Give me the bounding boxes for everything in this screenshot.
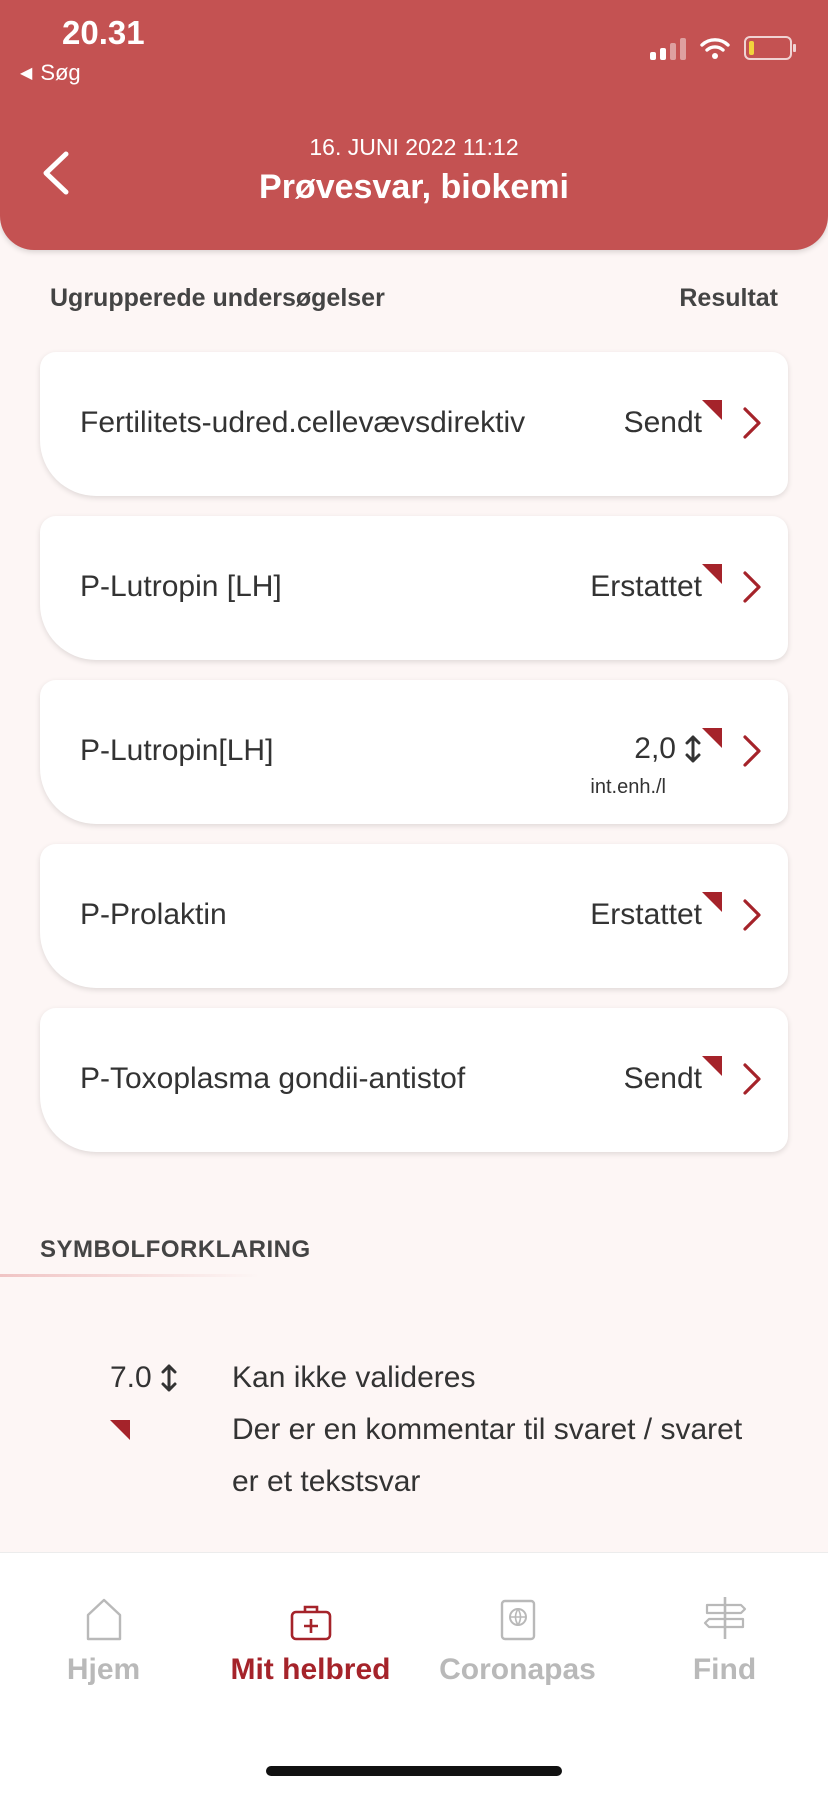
tab-label: Find	[692, 1653, 757, 1686]
comment-flag-icon	[702, 728, 722, 748]
passport-icon	[500, 1599, 536, 1641]
chevron-right-icon	[742, 406, 762, 440]
home-indicator[interactable]	[266, 1766, 562, 1776]
signpost-icon	[703, 1595, 747, 1641]
chevron-right-icon	[742, 898, 762, 932]
legend-title: SYMBOLFORKLARING	[40, 1236, 311, 1263]
test-name: Fertilitets-udred.cellevævsdirektiv	[80, 406, 526, 439]
test-name: P-Lutropin [LH]	[80, 570, 282, 603]
test-result: Erstattet	[590, 570, 702, 603]
results-list	[40, 352, 788, 1172]
legend-symbol	[110, 1404, 232, 1456]
bottom-tab-bar	[0, 1552, 828, 1793]
test-name: P-Toxoplasma gondii-antistof	[80, 1062, 466, 1095]
test-name: P-Lutropin[LH]	[80, 734, 274, 767]
comment-flag-icon	[702, 1056, 722, 1076]
test-result: Sendt	[623, 406, 702, 439]
comment-flag-icon	[702, 564, 722, 584]
test-result-value	[634, 732, 702, 766]
column-heading-tests: Ugrupperede undersøgelser	[50, 284, 385, 312]
comment-flag-icon	[110, 1420, 130, 1440]
status-icons	[650, 36, 792, 60]
comment-flag-icon	[702, 400, 722, 420]
status-time: 20.31	[62, 14, 145, 51]
result-row[interactable]	[40, 680, 788, 824]
test-result: Erstattet	[590, 898, 702, 931]
cannot-validate-arrows-icon	[160, 1363, 178, 1393]
legend-divider	[0, 1274, 260, 1277]
back-to-search-link[interactable]	[20, 60, 81, 86]
result-row[interactable]	[40, 352, 788, 496]
result-row[interactable]	[40, 844, 788, 988]
test-result: Sendt	[623, 1062, 702, 1095]
app-header	[0, 0, 828, 250]
cannot-validate-arrows-icon	[684, 734, 702, 764]
test-name: P-Prolaktin	[80, 898, 227, 931]
chevron-right-icon	[742, 570, 762, 604]
tab-find[interactable]	[621, 1593, 828, 1687]
back-triangle-icon: ◀	[20, 65, 33, 82]
home-icon	[84, 1597, 124, 1641]
cellular-signal-icon	[650, 36, 686, 60]
tab-label: Mit helbred	[230, 1653, 391, 1686]
test-unit: int.enh./l	[590, 776, 666, 798]
legend-item-cannot-validate	[110, 1352, 772, 1404]
result-row[interactable]	[40, 1008, 788, 1152]
header-date: 16. JUNI 2022 11:12	[309, 134, 519, 160]
legend-description: Der er en kommentar til svaret / svaret er et tekstsvar	[232, 1413, 743, 1498]
tab-hjem[interactable]	[0, 1593, 207, 1687]
legend-item-comment	[110, 1404, 772, 1508]
comment-flag-icon	[702, 892, 722, 912]
battery-icon	[744, 36, 792, 60]
legend-description: Kan ikke valideres	[232, 1361, 476, 1394]
test-result: 2,0	[634, 732, 676, 765]
chevron-right-icon	[742, 734, 762, 768]
wifi-icon	[700, 36, 730, 60]
medical-kit-icon	[289, 1603, 333, 1641]
legend-symbol-value: 7.0	[110, 1361, 152, 1394]
legend-symbol	[110, 1352, 232, 1404]
tab-label: Coronapas	[439, 1653, 596, 1686]
result-row[interactable]	[40, 516, 788, 660]
tab-coronapas[interactable]	[414, 1593, 621, 1687]
tab-label: Hjem	[66, 1653, 141, 1686]
chevron-right-icon	[742, 1062, 762, 1096]
page-title: Prøvesvar, biokemi	[259, 168, 569, 206]
back-to-search-label: Søg	[40, 60, 81, 85]
column-heading-result: Resultat	[679, 284, 778, 312]
tab-mit-helbred[interactable]	[207, 1593, 414, 1687]
